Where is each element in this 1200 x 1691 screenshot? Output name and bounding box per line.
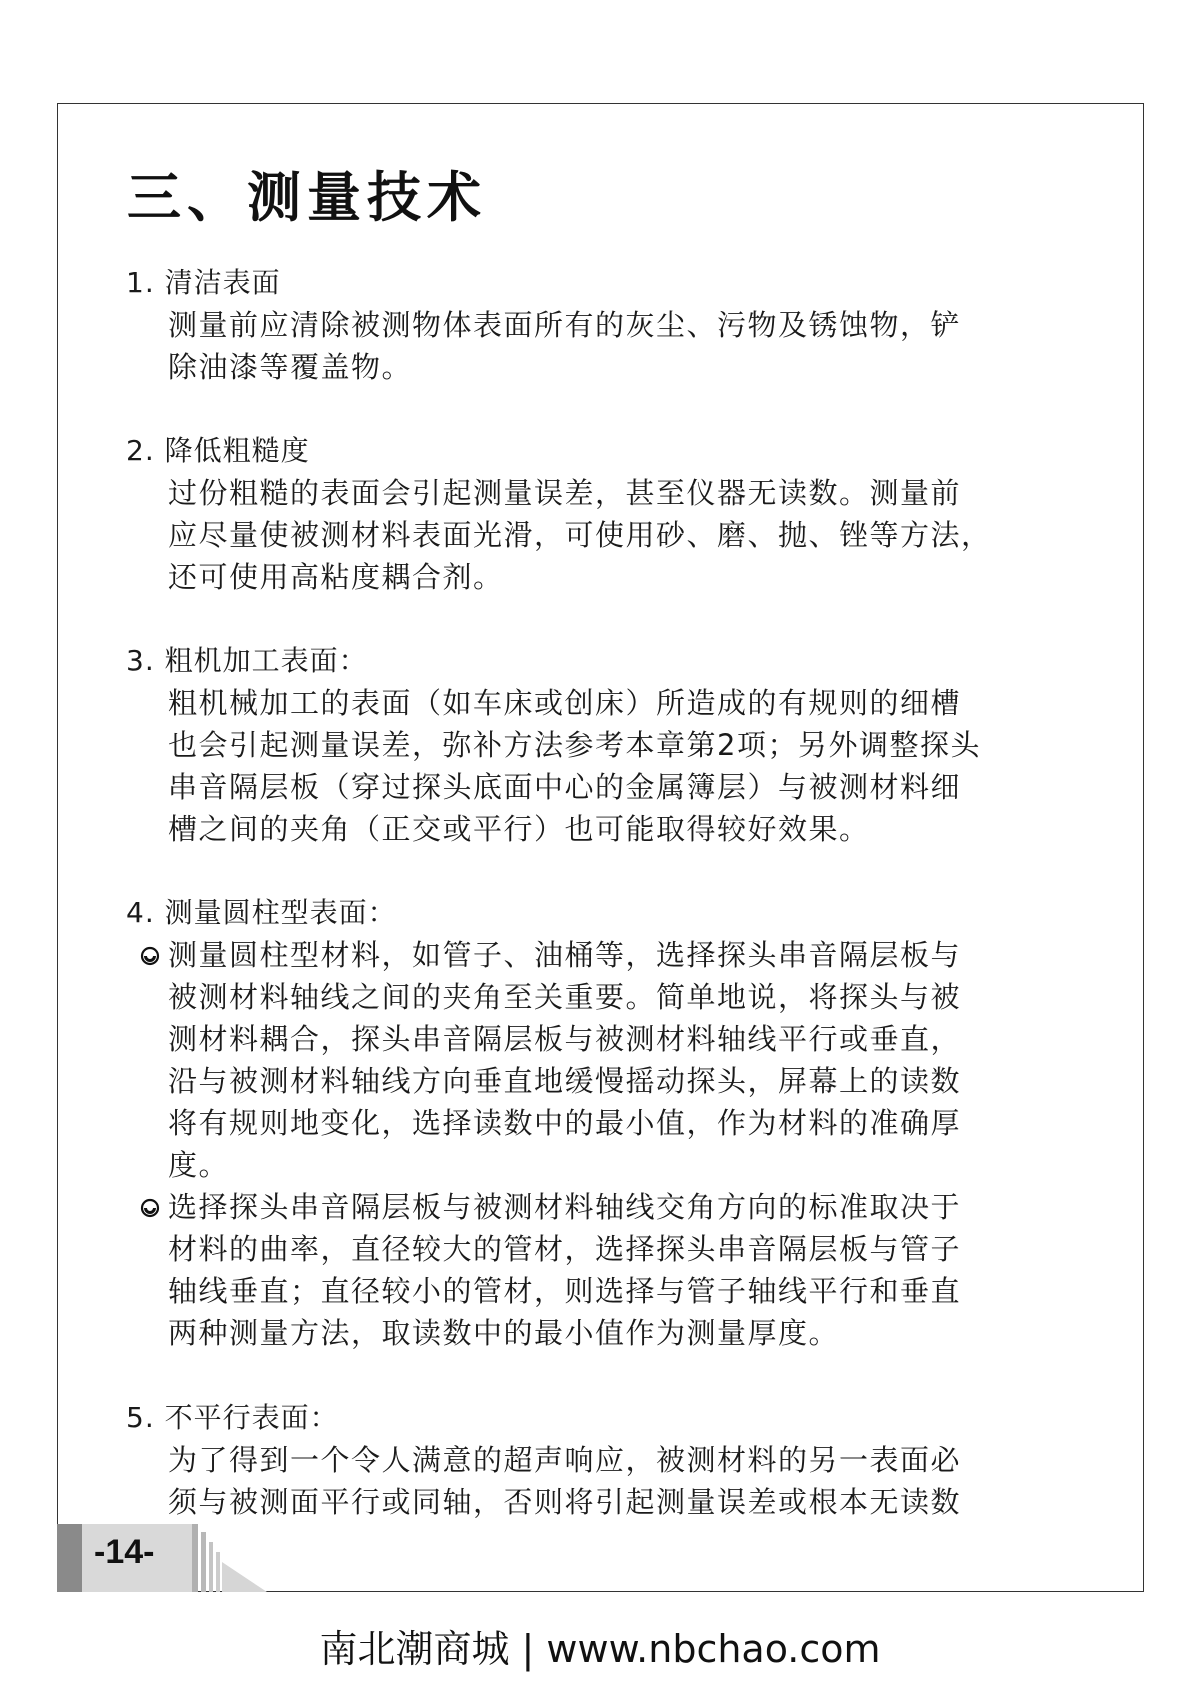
section-body-line: 过份粗糙的表面会引起测量误差，甚至仪器无读数。测量前 [168,476,962,510]
section-heading: 4. 测量圆柱型表面： [126,896,397,929]
bullet-line: 沿与被测材料轴线方向垂直地缓慢摇动探头，屏幕上的读数 [168,1064,962,1098]
bullet-line: 选择探头串音隔层板与被测材料轴线交角方向的标准取决于 [168,1190,962,1224]
section-body-line: 槽之间的夹角（正交或平行）也可能取得较好效果。 [168,812,870,846]
section-4 [126,892,1066,1354]
section-3 [126,640,1066,850]
bullet-item [126,934,1066,1186]
bullet-line: 被测材料轴线之间的夹角至关重要。简单地说，将探头与被 [168,980,962,1014]
bullet-line: 测量圆柱型材料，如管子、油桶等，选择探头串音隔层板与 [168,938,962,972]
section-2 [126,430,1066,598]
section-heading: 1. 清洁表面 [126,266,281,299]
section-body-line: 测量前应清除被测物体表面所有的灰尘、污物及锈蚀物，铲 [168,308,962,342]
section-body-line: 为了得到一个令人满意的超声响应，被测材料的另一表面必 [168,1443,962,1477]
bullet-item [126,1186,1066,1354]
section-body-line: 须与被测面平行或同轴，否则将引起测量误差或根本无读数 [168,1485,962,1519]
section-5 [126,1397,1066,1523]
section-heading: 5. 不平行表面： [126,1401,339,1434]
bullet-line: 度。 [168,1148,230,1182]
bullet-line: 将有规则地变化，选择读数中的最小值，作为材料的准确厚 [168,1106,962,1140]
section-1 [126,262,1066,388]
page-number-tab [57,1524,267,1592]
site-watermark: 南北潮商城 | www.nbchao.com [319,1627,881,1671]
bullet-line: 轴线垂直；直径较小的管材，则选择与管子轴线平行和垂直 [168,1274,962,1308]
section-heading: 3. 粗机加工表面： [126,644,368,677]
section-body-line: 除油漆等覆盖物。 [168,350,413,384]
section-body-line: 应尽量使被测材料表面光滑，可使用砂、磨、抛、锉等方法， [168,518,992,552]
section-body-line: 还可使用高粘度耦合剂。 [168,560,504,594]
section-body-line: 串音隔层板（穿过探头底面中心的金属簿层）与被测材料细 [168,770,962,804]
bullet-line: 测材料耦合，探头串音隔层板与被测材料轴线平行或垂直， [168,1022,962,1056]
bullet-line: 材料的曲率，直径较大的管材，选择探头串音隔层板与管子 [168,1232,962,1266]
chapter-title: 三、测量技术 [127,166,487,229]
section-heading: 2. 降低粗糙度 [126,434,310,467]
bullet-line: 两种测量方法，取读数中的最小值作为测量厚度。 [168,1316,840,1350]
section-body-line: 粗机械加工的表面（如车床或创床）所造成的有规则的细槽 [168,686,962,720]
page-number: -14- [94,1533,155,1571]
section-body-line: 也会引起测量误差，弥补方法参考本章第2项；另外调整探头 [168,728,981,762]
